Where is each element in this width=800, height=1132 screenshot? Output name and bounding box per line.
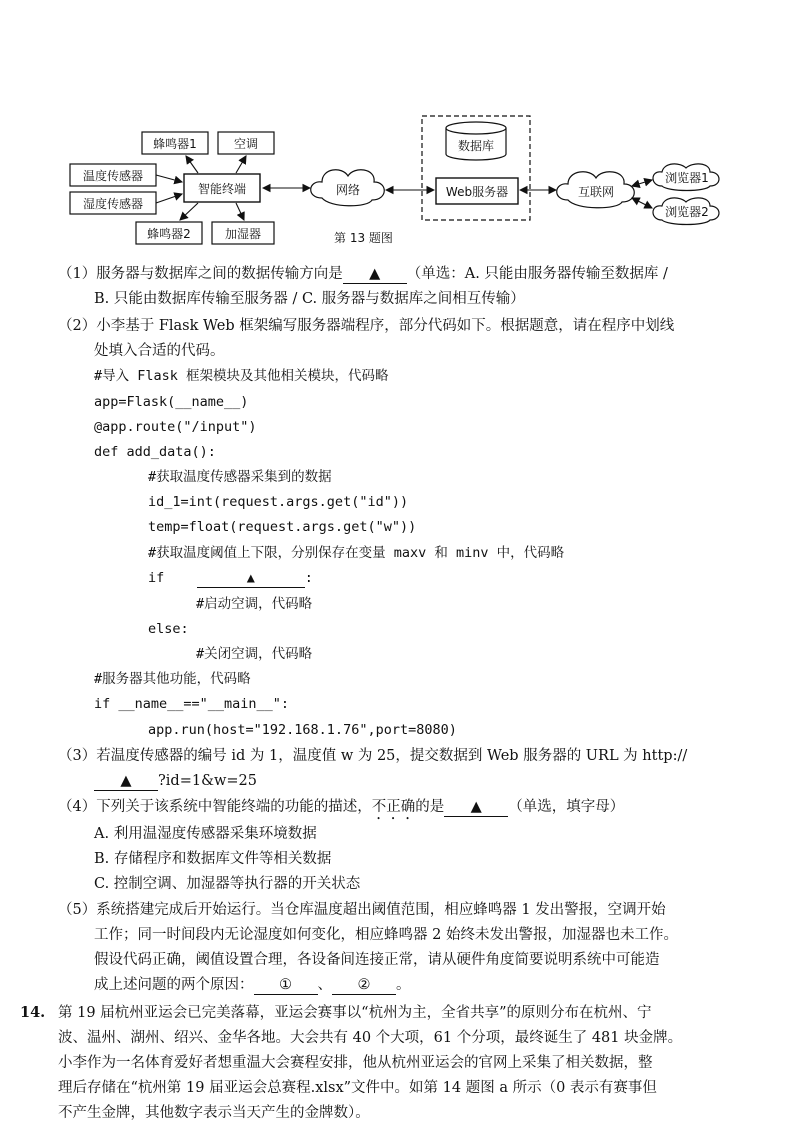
figure-caption: 第 13 题图 — [334, 231, 393, 245]
node-browser2 — [653, 198, 719, 225]
code-line-12: #关闭空调，代码略 — [196, 646, 313, 662]
svg-text:加湿器: 加湿器 — [224, 227, 262, 241]
q1-answer-blank[interactable]: ▲ — [343, 265, 407, 284]
code-line-3: @app.route("/input") — [94, 419, 257, 435]
code-line-4: def add_data(): — [94, 444, 216, 460]
q4-line1 — [58, 795, 624, 823]
arrow-terminal-to-ac — [236, 156, 246, 173]
code-if-keyword: if — [148, 570, 165, 586]
svg-text:网络: 网络 — [335, 183, 361, 197]
q5-text-4: 成上述问题的两个原因： — [94, 977, 254, 993]
q3-answer-blank[interactable]: ▲ — [94, 772, 158, 791]
svg-text:蜂鸣器2: 蜂鸣器2 — [147, 227, 191, 241]
q3-line2 — [94, 769, 257, 793]
svg-text:浏览器1: 浏览器1 — [665, 171, 709, 185]
q5-end: 。 — [396, 977, 411, 993]
code-line-1: #导入 Flask 框架模块及其他相关模块，代码略 — [94, 368, 389, 384]
q14-line3: 小李作为一名体育爱好者想重温大会赛程安排，他从杭州亚运会的官网上采集了相关数据，整 — [58, 1055, 653, 1071]
q14-line4: 理后存储在“杭州第 19 届亚运会总赛程.xlsx”文件中。如第 14 题图 a 所示（0 表示有赛事但 — [58, 1080, 657, 1096]
code-line-8: #获取温度阈值上下限，分别保存在变量 maxv 和 minv 中，代码略 — [148, 545, 565, 561]
code-line-6: id_1=int(request.args.get("id")) — [148, 494, 409, 510]
q1-line2: B. 只能由数据库传输至服务器 / C. 服务器与数据库之间相互传输） — [94, 291, 525, 307]
q2-answer-blank[interactable]: ▲ — [197, 569, 305, 588]
q4-text: 下列关于该系统中智能终端的功能的描述， — [96, 799, 372, 815]
q4-label: （4） — [58, 799, 97, 815]
q5-line4 — [94, 973, 411, 997]
node-database — [446, 122, 506, 160]
code-line-5: #获取温度传感器采集到的数据 — [148, 469, 332, 485]
arrow-hum-to-terminal — [156, 194, 182, 203]
code-line-14: if __name__=="__main__": — [94, 696, 290, 712]
q4-option-b: B. 存储程序和数据库文件等相关数据 — [94, 851, 332, 867]
code-colon: : — [304, 570, 313, 586]
arrow-internet-browser1 — [632, 180, 652, 186]
q5-line3: 假设代码正确，阈值设置合理，各设备间连接正常，请从硬件角度简要说明系统中可能造 — [94, 952, 660, 968]
node-ac — [218, 132, 274, 154]
q5-text-1: 系统搭建完成后开始运行。当仓库温度超出阈值范围，相应蜂鸣器 1 发出警报，空调开始 — [96, 902, 666, 918]
code-line-15: app.run(host="192.168.1.76",port=8080) — [148, 722, 457, 738]
q1-line1 — [58, 262, 668, 286]
arrow-terminal-to-humidifier — [236, 203, 244, 220]
node-buzzer2 — [136, 222, 202, 244]
arrow-terminal-to-buzzer2 — [180, 203, 198, 220]
q1-label: （1） — [58, 266, 97, 282]
code-line-13: #服务器其他功能，代码略 — [94, 671, 251, 687]
svg-text:Web服务器: Web服务器 — [445, 185, 509, 199]
code-line-9 — [148, 566, 313, 590]
node-internet-cloud — [557, 172, 635, 208]
svg-text:蜂鸣器1: 蜂鸣器1 — [153, 137, 197, 151]
svg-text:互联网: 互联网 — [577, 185, 615, 199]
q14-line1: 第 19 届杭州亚运会已完美落幕，亚运会赛事以“杭州为主，全省共享”的原则分布在杭州、宁 — [58, 1005, 652, 1021]
code-line-11: else: — [148, 621, 189, 637]
q2-text: 小李基于 Flask Web 框架编写服务器端程序，部分代码如下。根据题意，请在程序中划线 — [96, 318, 675, 334]
svg-text:湿度传感器: 湿度传感器 — [82, 197, 144, 211]
svg-text:温度传感器: 温度传感器 — [82, 169, 144, 183]
q4-option-c: C. 控制空调、加湿器等执行器的开关状态 — [94, 876, 361, 892]
system-diagram — [60, 110, 760, 250]
q5-answer-blank-2[interactable]: ② — [332, 976, 396, 995]
q4-emphasis: 不正确 — [371, 799, 416, 815]
node-humidifier — [212, 222, 274, 244]
svg-text:空调: 空调 — [233, 137, 259, 151]
q4-text-b: 的是 — [415, 799, 445, 815]
q1-options-a: （单选：A. 只能由服务器传输至数据库 / — [406, 266, 668, 282]
q4-option-a: A. 利用温湿度传感器采集环境数据 — [94, 826, 317, 842]
q5-label: （5） — [58, 902, 97, 918]
node-web-server — [436, 178, 518, 204]
code-line-7: temp=float(request.args.get("w")) — [148, 519, 417, 535]
svg-text:浏览器2: 浏览器2 — [665, 205, 709, 219]
q1-text: 服务器与数据库之间的数据传输方向是 — [96, 266, 343, 282]
q2-label: （2） — [58, 318, 97, 334]
q2-line1 — [58, 314, 674, 338]
node-humidity-sensor — [70, 192, 156, 214]
svg-text:智能终端: 智能终端 — [197, 182, 247, 196]
q14-number: 14. — [20, 1004, 46, 1021]
svg-text:数据库: 数据库 — [457, 139, 495, 153]
q3-url-tail: ?id=1&w=25 — [158, 773, 257, 789]
arrow-internet-browser2 — [632, 198, 652, 208]
node-browser1 — [653, 164, 719, 191]
system-diagram-svg — [60, 110, 760, 250]
q14-line5: 不产生金牌，其他数字表示当天产生的金牌数）。 — [58, 1105, 370, 1121]
node-buzzer1 — [142, 132, 208, 154]
q3-line1 — [58, 744, 687, 768]
q2-line2: 处填入合适的代码。 — [94, 343, 225, 359]
q4-answer-blank[interactable]: ▲ — [444, 798, 508, 817]
arrow-terminal-to-buzzer1 — [186, 156, 198, 173]
q5-line2: 工作；同一时间段内无论湿度如何变化，相应蜂鸣器 2 始终未发出警报，加湿器也未工作。 — [94, 927, 678, 943]
node-smart-terminal — [184, 174, 260, 202]
code-line-2: app=Flask(__name__) — [94, 394, 249, 410]
q3-text: 若温度传感器的编号 id 为 1，温度值 w 为 25，提交数据到 Web 服务器的 URL 为 http:// — [96, 748, 688, 764]
node-network-cloud — [311, 170, 385, 206]
q5-answer-blank-1[interactable]: ① — [254, 976, 318, 995]
q5-line1 — [58, 898, 666, 922]
arrow-temp-to-terminal — [156, 175, 182, 182]
code-line-10: #启动空调，代码略 — [196, 596, 313, 612]
q14-line2: 波、温州、湖州、绍兴、金华各地。大会共有 40 个大项，61 个分项，最终诞生了 481 块金牌。 — [58, 1030, 683, 1046]
q4-hint: （单选，填字母） — [508, 799, 625, 815]
node-temp-sensor — [70, 164, 156, 186]
q3-label: （3） — [58, 748, 97, 764]
q5-separator: 、 — [317, 977, 332, 993]
